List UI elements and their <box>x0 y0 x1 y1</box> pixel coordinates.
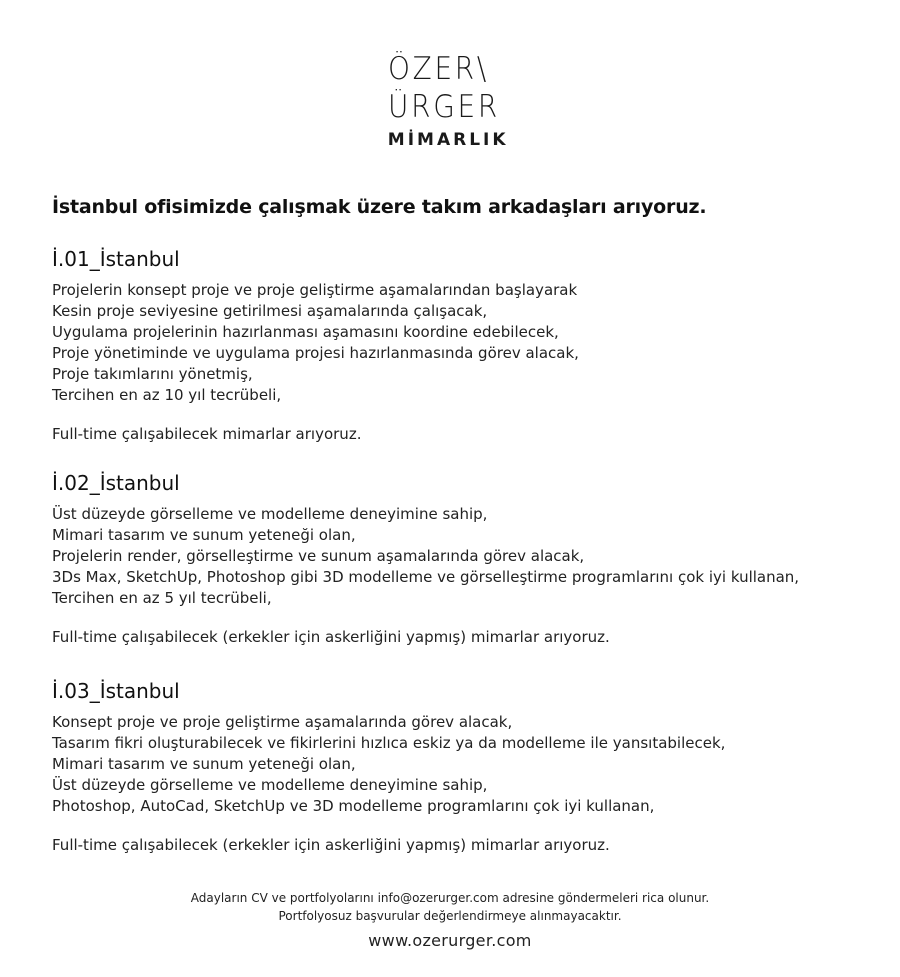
requirement-line: Uygulama projelerinin hazırlanması aşamasını koordine edebilecek, <box>52 323 559 341</box>
requirement-line: Projelerin render, görselleştirme ve sunum aşamalarında görev alacak, <box>52 547 585 565</box>
closing-line: Full-time çalışabilecek (erkekler için askerliğini yapmış) mimarlar arıyoruz. <box>52 628 610 646</box>
requirement-line: Projelerin konsept proje ve proje geliştirme aşamalarından başlayarak <box>52 281 578 299</box>
requirement-line: Proje takımlarını yönetmiş, <box>52 365 253 383</box>
requirements-list <box>52 280 872 406</box>
job-section-02 <box>52 470 872 648</box>
company-logo <box>0 50 900 153</box>
requirements-list <box>52 712 872 817</box>
requirement-line: Mimari tasarım ve sunum yeteneği olan, <box>52 526 356 544</box>
requirement-line: Üst düzeyde görselleme ve modelleme deneyimine sahip, <box>52 505 488 523</box>
requirement-line: Photoshop, AutoCad, SketchUp ve 3D modelleme programlarını çok iyi kullanan, <box>52 797 655 815</box>
section-title: İ.01_İstanbul <box>52 247 180 271</box>
website-link[interactable]: www.ozerurger.com <box>368 931 532 950</box>
requirement-line: Tercihen en az 10 yıl tecrübeli, <box>52 386 282 404</box>
requirement-line: Tasarım fikri oluşturabilecek ve fikirlerini hızlıca eskiz ya da modelleme ile yansıtabilecek, <box>52 734 726 752</box>
requirements-list <box>52 504 872 609</box>
requirement-line: 3Ds Max, SketchUp, Photoshop gibi 3D modelleme ve görselleştirme programlarını çok iyi kullanan, <box>52 568 800 586</box>
requirement-line: Tercihen en az 5 yıl tecrübeli, <box>52 589 272 607</box>
job-section-03 <box>52 678 872 856</box>
closing-line: Full-time çalışabilecek (erkekler için askerliğini yapmış) mimarlar arıyoruz. <box>52 836 610 854</box>
footer <box>0 889 900 952</box>
section-title: İ.02_İstanbul <box>52 471 180 495</box>
footer-portfolio-note: Portfolyosuz başvurular değerlendirmeye alınmayacaktır. <box>278 909 622 923</box>
requirement-line: Üst düzeyde görselleme ve modelleme deneyimine sahip, <box>52 776 488 794</box>
logo-line-urger: ÜRGER <box>387 89 500 125</box>
section-title: İ.03_İstanbul <box>52 679 180 703</box>
closing-line: Full-time çalışabilecek mimarlar arıyoruz. <box>52 425 362 443</box>
requirement-line: Proje yönetiminde ve uygulama projesi hazırlanmasında görev alacak, <box>52 344 579 362</box>
footer-application-note: Adayların CV ve portfolyolarını info@ozerurger.com adresine göndermeleri rica olunur. <box>190 891 710 905</box>
requirement-line: Mimari tasarım ve sunum yeteneği olan, <box>52 755 356 773</box>
intro-heading: İstanbul ofisimizde çalışmak üzere takım arkadaşları arıyoruz. <box>52 196 707 218</box>
job-section-01 <box>52 246 872 445</box>
requirement-line: Kesin proje seviyesine getirilmesi aşamalarında çalışacak, <box>52 302 488 320</box>
logo-line-ozer: ÖZER\ <box>387 51 489 87</box>
logo-line-mimarlik: MİMARLIK <box>387 130 509 150</box>
requirement-line: Konsept proje ve proje geliştirme aşamalarında görev alacak, <box>52 713 513 731</box>
logo-wordmark <box>388 50 512 153</box>
